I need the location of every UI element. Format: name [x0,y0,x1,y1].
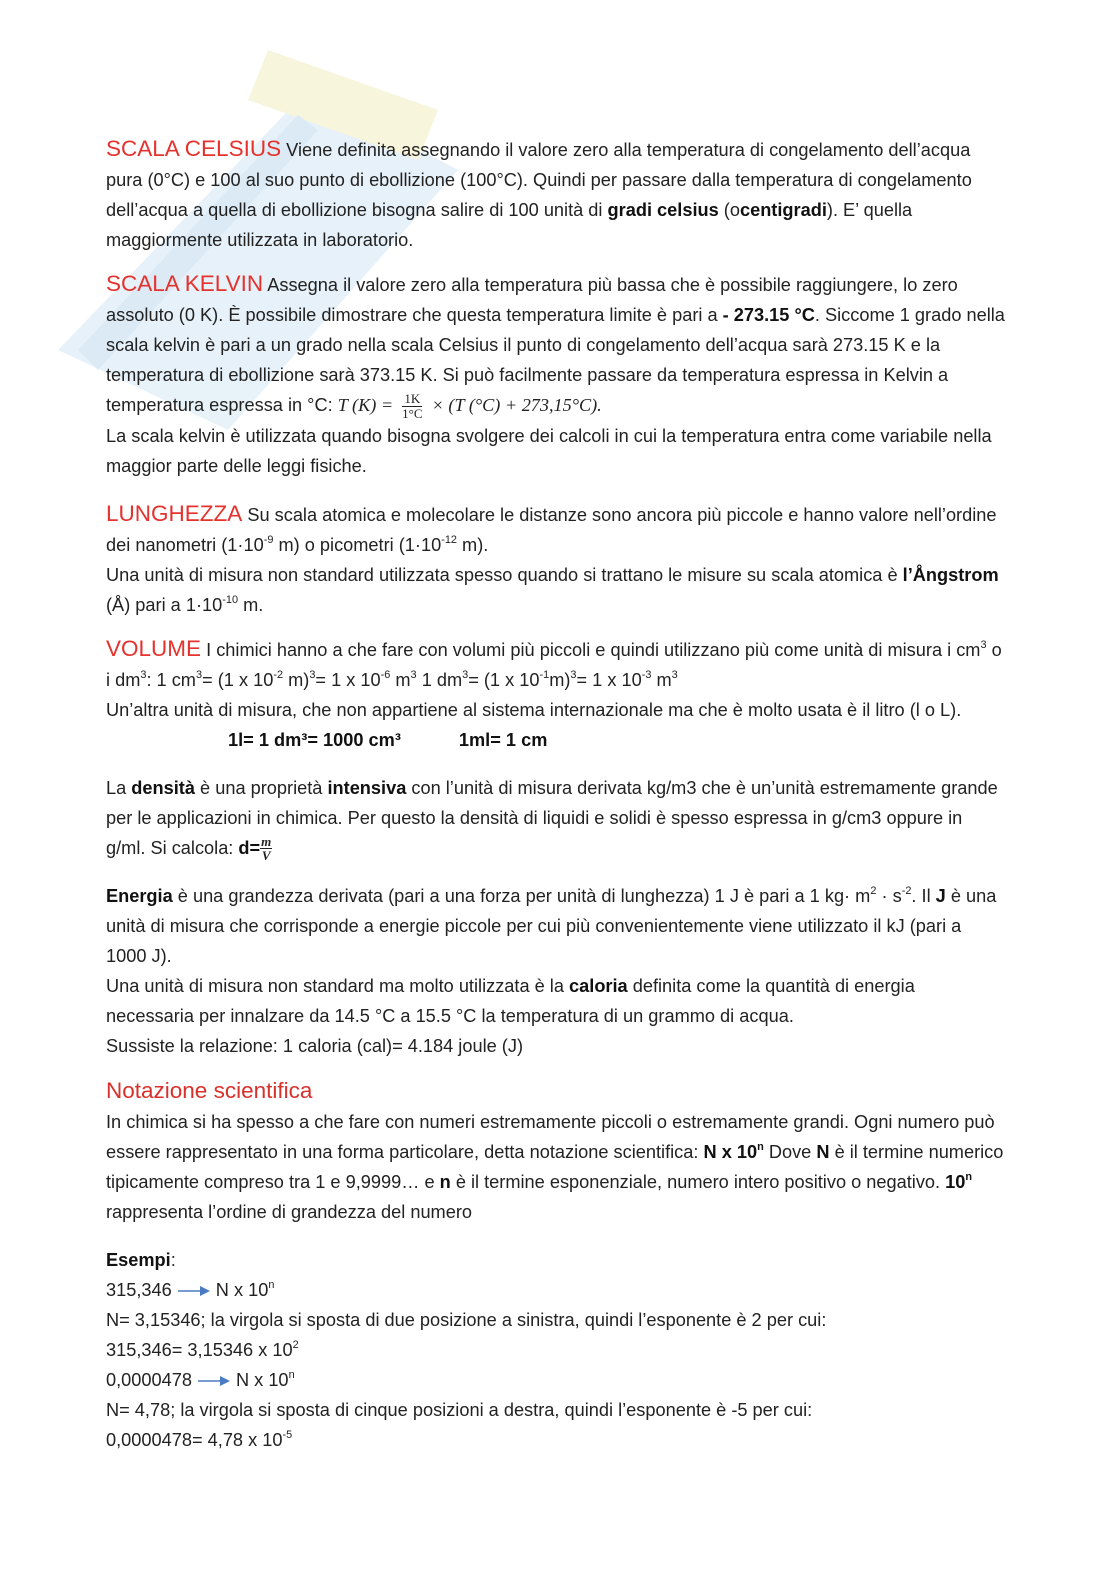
density-fraction: $\frac{m}{V}$ [261,834,272,864]
paragraph-densita: La densità è una proprietà intensiva con l’unità di misura derivata kg/m3 che è un’unità estremamente grande per le applicazioni in chimica. Per questo la densità di liquidi e solidi è spesso espressa in g/cm3 oppure in g/ml. Si calcola: d= $\frac{m}{V}$ [106,777,998,864]
heading-notazione: Notazione scientifica [106,1077,313,1103]
equation-litro: 1l= 1 dm³= 1000 cm³ [228,729,401,750]
formula-fraction: $\frac{1K}{1^\circ C}$ [402,390,423,421]
equation-millilitro: 1ml= 1 cm [458,729,548,750]
example-1-result: 315,346= 3,15346 x $10^2$ [106,1338,299,1360]
paragraph-kelvin: SCALA KELVIN Assegna il valore zero alla temperatura più bassa che è possibile raggiungere, lo zero assoluto (0 K). È possibile dimostrare che questa temperatura limite è pari a - 273.15 °C. Siccome 1 grado nella scala kelvin è pari a un grado nella scala Celsius il punto di congelamento dell’acqua sarà 273.15 K e la temperatura di ebollizione sarà 373.15 K. Si può facilmente passare da temperatura espressa in Kelvin a temperatura espressa in °C: T (K) = $\frac{1K}{1^\circ C}$ × (T (°C) + 273,15°C). [106,271,1005,421]
paragraph-kelvin-usage: La scala kelvin è utilizzata quando bisogna svolgere dei calcoli in cui la temperatura entra come variabile nella maggior parte delle leggi fisiche. [106,425,992,476]
heading-kelvin: SCALA KELVIN [106,271,264,296]
example-1-line: 315,346 N x 10$^n$ [106,1278,275,1300]
esempi-label: Esempi: [106,1249,176,1270]
arrow-right-icon [196,1375,232,1387]
example-2-explanation: N= 4,78; la virgola si sposta di cinque posizioni a destra, quindi l’esponente è -5 per cui: [106,1399,813,1420]
document-page [106,134,1006,1455]
heading-volume: VOLUME [106,635,202,661]
formula-rhs: × (T (°C) + 273,15°C). [431,395,602,415]
paragraph-volume: VOLUME I chimici hanno a che fare con volumi più piccoli e quindi utilizzano più come unità di misura i $cm^3$ o i $dm^3$: 1 $cm^3= (1$ x $10^{-2}$ m)$^3$= 1 x $10^{-6}$ $m^3$ 1 $dm^3= (1$ x $10^{-1}m)^3= 1$ x $10^{-3}$ $m^3$ [106,635,1002,690]
paragraph-angstrom: Una unità di misura non standard utilizzata spesso quando si trattano le misure su scala atomica è l’Ångstrom (Å) pari a $1\cdot 10^{-10}$ m. [106,564,999,615]
example-2-line: 0,0000478 N x 10$^n$ [106,1368,295,1390]
paragraph-celsius: SCALA CELSIUS Viene definita assegnando il valore zero alla temperatura di congelamento dell’acqua pura (0°C) e 100 al suo punto di ebollizione (100°C). Quindi per passare dalla temperatura di congelamento dell’acqua a quella di ebollizione bisogna salire di 100 unità di gradi celsius (ocentigradi). E’ quella maggiormente utilizzata in laboratorio. [106,136,972,250]
example-2-result: 0,0000478= 4,78 x $10^{-5}$ [106,1428,293,1450]
heading-lunghezza: LUNGHEZZA [106,500,243,526]
example-1-explanation: N= 3,15346; la virgola si sposta di due posizione a sinistra, quindi l’esponente è 2 per cui: [106,1309,827,1330]
formula-lhs: T (K) = [337,395,394,415]
paragraph-caloria: Una unità di misura non standard ma molto utilizzata è la caloria definita come la quantità di energia necessaria per innalzare da 14.5 °C a 15.5 °C la temperatura di un grammo di acqua. [106,975,915,1026]
arrow-right-icon [176,1285,212,1297]
paragraph-lunghezza: LUNGHEZZA Su scala atomica e molecolare le distanze sono ancora più piccole e hanno valore nell’ordine dei nanometri ($1\cdot 10^{-9}$ m) o picometri ($1\cdot 10^{-12}$ m). [106,500,997,555]
heading-celsius: SCALA CELSIUS [106,136,282,161]
paragraph-energia: Energia è una grandezza derivata (pari a una forza per unità di lunghezza) 1 J è pari a 1 $kg\cdot m^2 \cdot s^{-2}$. Il J è una unità di misura che corrisponde a energie piccole per cui più convenientemente viene utilizzato il kJ (pari a 1000 J). [106,884,997,966]
paragraph-litro: Un’altra unità di misura, che non appartiene al sistema internazionale ma che è molto usata è il litro (l o L).1l= 1 dm³= 1000 cm³ 1ml= 1 cm [106,699,962,750]
paragraph-relazione: Sussiste la relazione: 1 caloria (cal)= 4.184 joule (J) [106,1035,523,1056]
paragraph-notazione: In chimica si ha spesso a che fare con numeri estremamente piccoli o estremamente grandi. Ogni numero può essere rappresentato in una forma particolare, detta notazione scientifica: N x 10$^n$ Dove N è il termine numerico tipicamente compreso tra 1 e 9,9999… e n è il termine esponenziale, numero intero positivo o negativo. 10$^n$ rappresenta l’ordine di grandezza del numero [106,1111,1004,1222]
